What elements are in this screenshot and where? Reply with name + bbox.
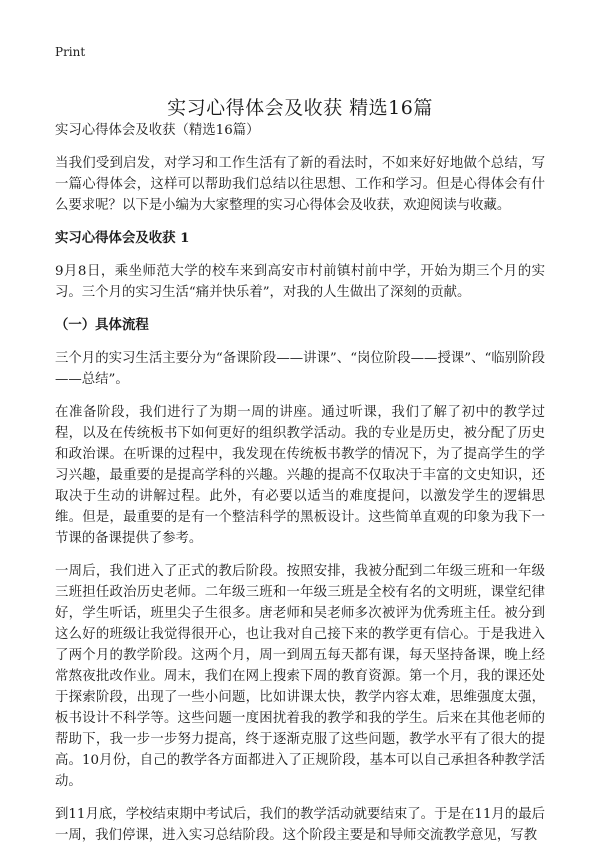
paragraph-stages: 三个月的实习生活主要分为“备课阶段——讲课”、“岗位阶段——授课”、“临别阶段——总结”。 <box>55 351 545 387</box>
print-link[interactable]: Print <box>55 45 86 59</box>
paragraph-preparation: 在准备阶段，我们进行了为期一周的讲座。通过听课，我们了解了初中的教学过程，以及在传统板书下如何更好的组织教学活动。我的专业是历史，被分配了历史和政治课。在听课的过程中，我发现在传统板书教学的情况下，为了提高学生的学习兴趣，最重要的是提高学科的兴趣。兴趣的提高不仅取决于丰富的文史知识，还取决于生动的讲解过程。此外，有必要以适当的难度提问，以激发学生的逻辑思维。但是，最重要的是有一个整洁科学的黑板设计。这些简单直观的印象为我下一节课的备课提供了参考。 <box>55 405 545 546</box>
subsection-heading: （一）具体流程 <box>55 317 149 333</box>
intro-paragraph: 当我们受到启发，对学习和工作生活有了新的看法时，不如来好好地做个总结，写一篇心得体会，这样可以帮助我们总结以往思想、工作和学习。但是心得体会有什么要求呢？以下是小编为大家整理的实习心得体会及收获，欢迎阅读与收藏。 <box>55 156 545 213</box>
article-body <box>55 120 545 858</box>
paragraph-ending: 到11月底，学校结束期中考试后，我们的教学活动就要结束了。于是在11月的最后一周，我们停课，进入实习总结阶段。这个阶段主要是和导师交流教学意见，写教 <box>55 807 545 843</box>
page-title: 实习心得体会及收获 精选16篇 <box>167 96 433 119</box>
paragraph-teaching: 一周后，我们进入了正式的教后阶段。按照安排，我被分配到二年级三班和一年级三班担任政治历史老师。二年级三班和一年级三班是全校有名的文明班，课堂纪律好，学生听话，班里尖子生很多。唐老师和吴老师多次被评为优秀班主任。被分到这么好的班级让我觉得很开心，也让我对自己接下来的教学更有信心。于是我进入了两个月的教学阶段。这两个月，周一到周五每天都有课，每天坚持备课，晚上经常熬夜批改作业。周末，我们在网上搜索下周的教育资源。第一个月，我的课还处于探索阶段，出现了一些小问题，比如讲课太快，教学内容太难，思维强度太强，板书设计不科学等。这些问题一度困扰着我的教学和我的学生。后来在其他老师的帮助下，我一步一步努力提高，终于逐渐克服了这些问题，教学水平有了很大的提高。10月份，自己的教学各方面都进入了正规阶段，基本可以自己承担各种教学活动。 <box>55 564 545 789</box>
paragraph-arrival: 9月8日，乘坐师范大学的校车来到高安市村前镇村前中学，开始为期三个月的实习。三个月的实习生活“痛并快乐着”，对我的人生做出了深刻的贡献。 <box>55 264 545 300</box>
article-subtitle: 实习心得体会及收获（精选16篇） <box>55 123 260 138</box>
section-heading: 实习心得体会及收获 1 <box>55 230 190 246</box>
